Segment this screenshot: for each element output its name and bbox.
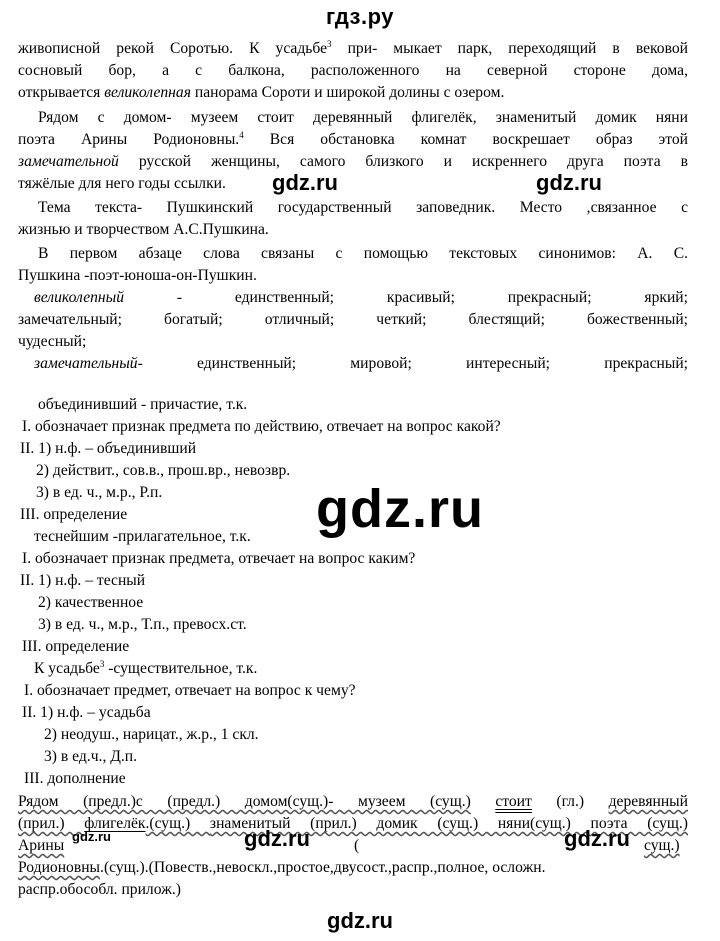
- text-line: Пушкина -поэт-юноша-он-Пушкин.: [18, 267, 257, 284]
- text-line: поэта Арины Родионовны.$^4$ Вся обстановка комнат воскрешает образ этой: [18, 129, 688, 148]
- analysis-line: 2) действит., сов.в., прош.вр., невозвр.: [36, 462, 291, 479]
- analysis-title: К усадьбе$^3$ -существительное, т.к.: [34, 658, 258, 677]
- site-footer: gdz.ru: [327, 908, 393, 933]
- analysis-line: 2) качественное: [38, 594, 144, 611]
- text-line: сосновый бор, а с балкона, расположенного на северной стороне дома,: [18, 62, 688, 79]
- sentence-parse-line: Рядом (предл.)с (предл.) домом(сущ.)- музеем (сущ.) стоит (гл.) деревянный: [18, 793, 689, 810]
- text-line: открывается великолепная панорама Сороти и широкой долины с озером.: [18, 84, 505, 101]
- analysis-line: I. обозначает признак предмета по действию, отвечает на вопрос какой?: [22, 418, 501, 435]
- text-line: тяжёлые для него годы ссылки.: [18, 175, 226, 192]
- text-line: замечательной русской женщины, самого близкого и искреннего друга поэта в: [18, 153, 688, 170]
- synonym-line: чудесный;: [18, 333, 87, 350]
- analysis-line: 3) в ед. ч., м.р., Т.п., превосх.ст.: [38, 616, 247, 633]
- watermark-large: gdz.ru: [316, 479, 484, 539]
- analysis-line: 3) в ед. ч., м.р., Р.п.: [36, 484, 163, 501]
- analysis-line: III. определение: [20, 506, 128, 523]
- watermark-tiny: gdz.ru: [72, 829, 111, 844]
- analysis-line: II. 1) н.ф. – объединивший: [20, 440, 197, 457]
- text-line: живописной рекой Соротью. К усадьбе$^3$ при- мыкает парк, переходящий в вековой: [18, 38, 688, 57]
- text-line: Тема текста- Пушкинский государственный заповедник. Место ,связанное с: [38, 199, 688, 216]
- sentence-parse-line: распр.обособл. прилож.): [18, 881, 181, 898]
- analysis-line: 2) неодуш., нарицат., ж.р., 1 скл.: [44, 726, 259, 743]
- sentence-parse-line: Арины ( сущ.): [18, 837, 680, 854]
- analysis-line: II. 1) н.ф. – тесный: [20, 572, 146, 589]
- text-line: жизнью и творчеством А.С.Пушкина.: [18, 221, 269, 238]
- analysis-line: II. 1) н.ф. – усадьба: [22, 704, 151, 721]
- watermark: gdz.ru: [244, 826, 310, 851]
- analysis-line: I. обозначает предмет, отвечает на вопрос к чему?: [24, 682, 356, 699]
- synonym-line: замечательный; богатый; отличный; четкий; блестящий; божественный;: [18, 311, 688, 328]
- watermark: gdz.ru: [536, 170, 602, 195]
- analysis-line: I. обозначает признак предмета, отвечает на вопрос каким?: [22, 550, 416, 567]
- analysis-title: объединивший - причастие, т.к.: [38, 396, 248, 413]
- site-header: гдз.ру: [326, 4, 394, 29]
- synonym-line: замечательный- единственный; мировой; интересный; прекрасный;: [34, 355, 688, 372]
- synonym-line: великолепный - единственный; красивый; прекрасный; яркий;: [34, 289, 688, 306]
- watermark: gdz.ru: [564, 826, 630, 851]
- watermark: gdz.ru: [272, 170, 338, 195]
- analysis-line: 3) в ед.ч., Д.п.: [44, 748, 138, 765]
- analysis-title: теснейшим -прилагательное, т.к.: [34, 528, 251, 545]
- sentence-parse-line: (прил.) флигелёк.(сущ.) знаменитый (прил.) домик (сущ.) няни(сущ.) поэта (сущ.): [18, 815, 689, 832]
- text-line: В первом абзаце слова связаны с помощью текстовых синонимов: А. С.: [38, 245, 688, 262]
- text-line: Рядом с домом- музеем стоит деревянный флигелёк, знаменитый домик няни: [38, 109, 688, 126]
- sentence-parse-line: Родионовны.(сущ.).(Повеств.,невоскл.,простое,двусост.,распр.,полное, осложн.: [18, 859, 546, 876]
- analysis-line: III. определение: [22, 638, 130, 655]
- analysis-line: III. дополнение: [24, 770, 126, 787]
